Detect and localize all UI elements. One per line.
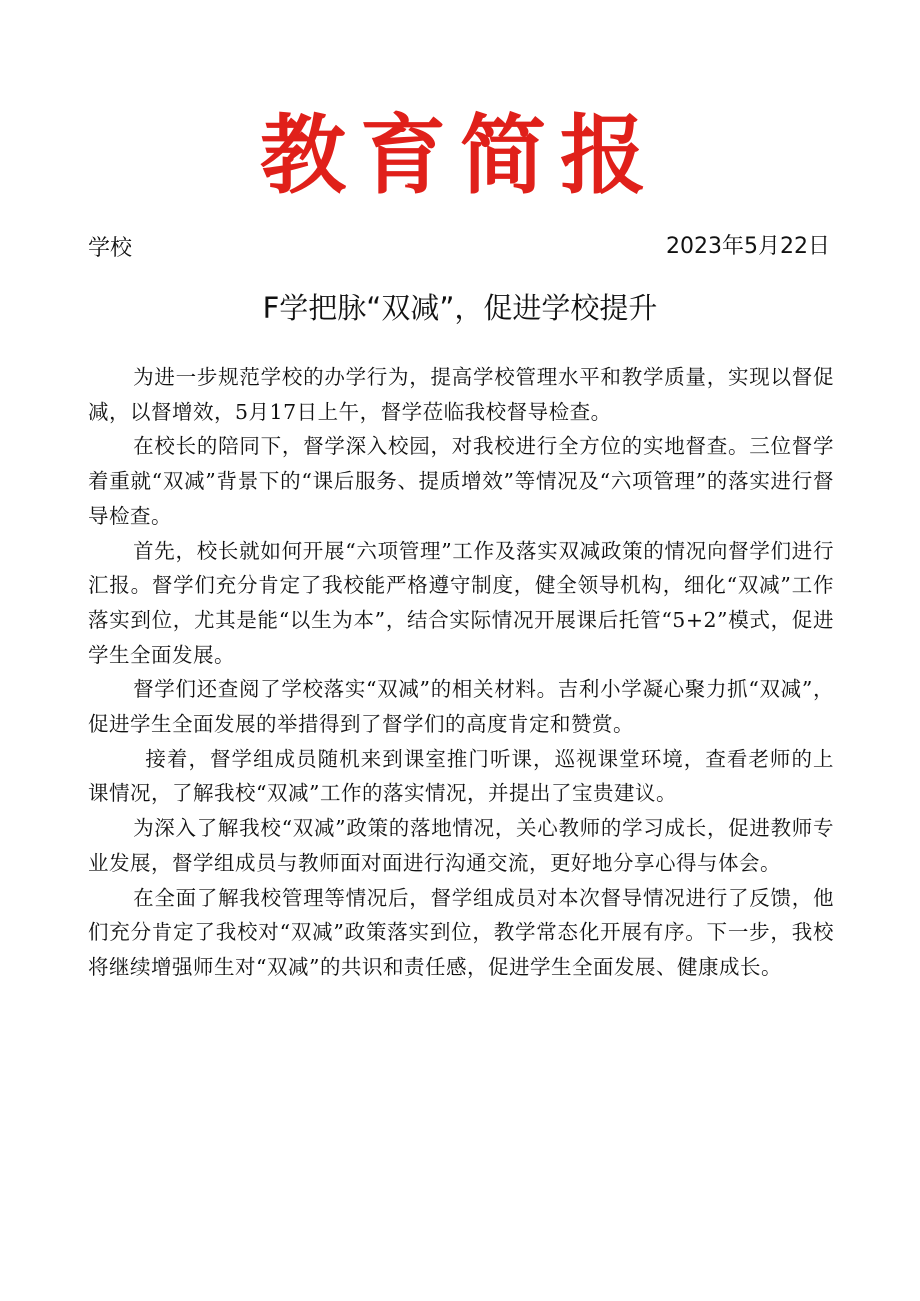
issue-date: 2023年5月22日 (666, 234, 830, 259)
school-label: 学校 (88, 236, 133, 261)
paragraph-6: 为深入了解我校“双减”政策的落地情况，关心教师的学习成长，促进教师专业发展，督学组成员与教师面对面进行沟通交流，更好地分享心得与体会。 (88, 816, 834, 875)
paragraph-7: 在全面了解我校管理等情况后，督学组成员对本次督导情况进行了反馈，他们充分肯定了我校对“双减”政策落实到位，教学常态化开展有序。下一步，我校将继续增强师生对“双减”的共识和责任感，促进学生全面发展、健康成长。 (88, 885, 834, 979)
paragraph-2: 在校长的陪同下，督学深入校园，对我校进行全方位的实地督查。三位督学着重就“双减”背景下的“课后服务、提质增效”等情况及“六项管理”的落实进行督导检查。 (88, 434, 834, 528)
paragraph-4: 督学们还查阅了学校落实“双减”的相关材料。吉利小学凝心聚力抓“双减”，促进学生全面发展的举措得到了督学们的高度肯定和赞赏。 (88, 677, 834, 737)
article-body (88, 360, 834, 985)
masthead-title: 教育简报 (260, 105, 660, 206)
paragraph-5: 接着，督学组成员随机来到课室推门听课，巡视课堂环境，查看老师的上课情况，了解我校“双减”工作的落实情况，并提出了宝贵建议。 (88, 746, 834, 806)
article-headline: F学把脉“双减”，促进学校提升 (262, 291, 658, 325)
paragraph-1: 为进一步规范学校的办学行为，提高学校管理水平和教学质量，实现以督促减，以督增效，5月17日上午，督学莅临我校督导检查。 (88, 365, 834, 424)
paragraph-3: 首先，校长就如何开展“六项管理”工作及落实双减政策的情况向督学们进行汇报。督学们充分肯定了我校能严格遵守制度，健全领导机构，细化“双减”工作落实到位，尤其是能“以生为本”，结合实际情况开展课后托管“5+2”模式，促进学生全面发展。 (88, 538, 834, 667)
